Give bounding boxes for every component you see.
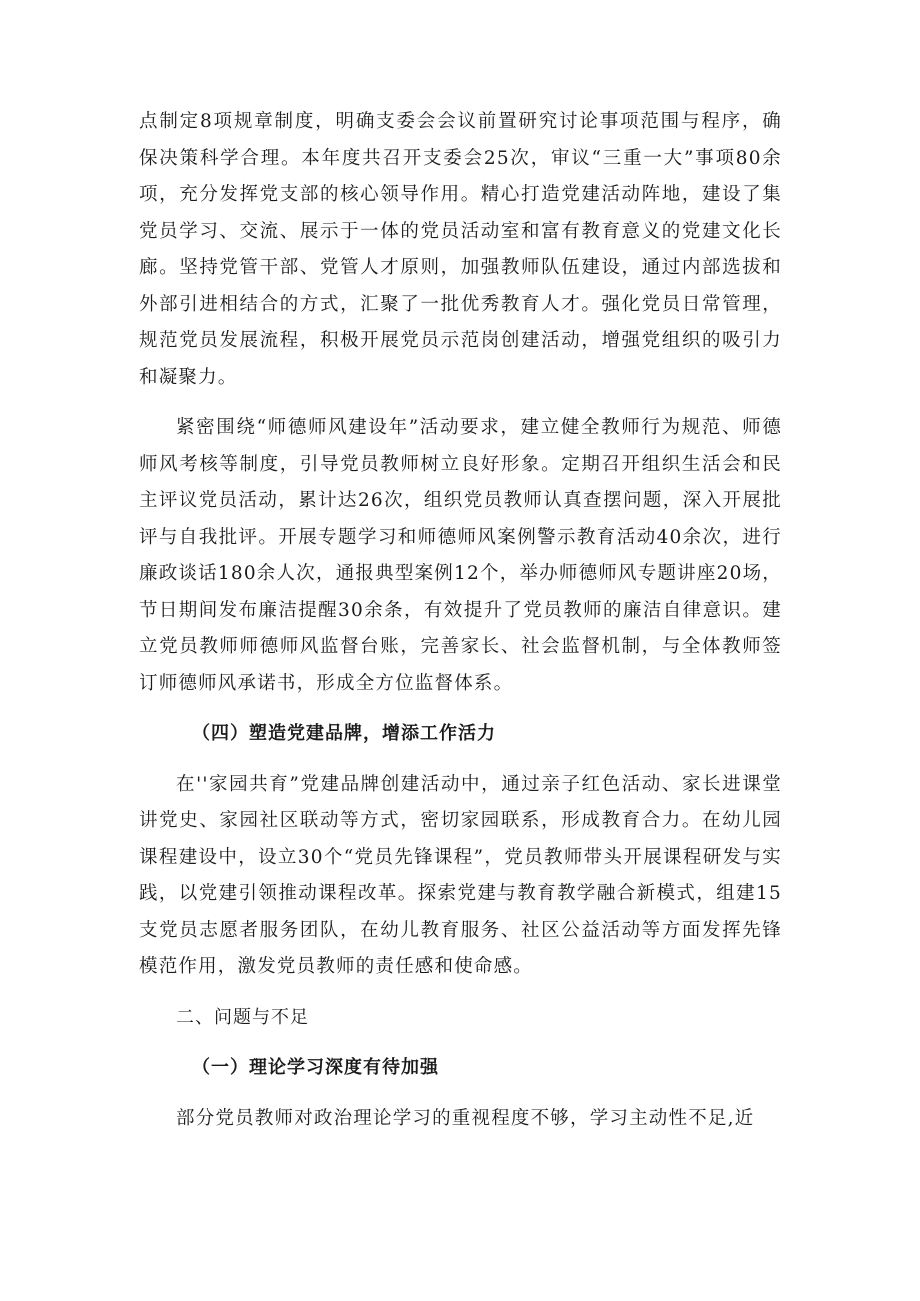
section-heading-problems: 二、问题与不足 — [176, 1006, 309, 1028]
paragraph-theory-study: 部分党员教师对政治理论学习的重视程度不够，学习主动性不足,近 — [176, 1107, 755, 1129]
paragraph-party-system: 点制定8项规章制度，明确支委会会议前置研究讨论事项范围与程序，确保决策科学合理。本年度共召开支委会25次，审议“三重一大”事项80余项，充分发挥党支部的核心领导作用。精心打造党建活动阵地，建设了集党员学习、交流、展示于一体的党员活动室和富有教育意义的党建文化长廊。坚持党管干部、党管人才原则，加强教师队伍建设，通过内部选拔和外部引进相结合的方式，汇聚了一批优秀教育人才。强化党员日常管理，规范党员发展流程，积极开展党员示范岗创建活动，增强党组织的吸引力和凝聚力。 — [139, 111, 782, 388]
subheading-party-brand: （四）塑造党建品牌，增添工作活力 — [192, 723, 496, 744]
document-body — [139, 104, 782, 1137]
subheading-theory-study: （一）理论学习深度有待加强 — [192, 1057, 439, 1078]
paragraph-party-brand: 在''家园共育”党建品牌创建活动中，通过亲子红色活动、家长进课堂讲党史、家园社区联动等方式，密切家园联系，形成教育合力。在幼儿园课程建设中，设立30个“党员先锋课程”，党员教师带头开展课程研发与实践，以党建引领推动课程改革。探索党建与教育教学融合新模式，组建15支党员志愿者服务团队，在幼儿教育服务、社区公益活动等方面发挥先锋模范作用，激发党员教师的责任感和使命感。 — [139, 773, 782, 977]
paragraph-teacher-ethics: 紧密围绕“师德师风建设年”活动要求，建立健全教师行为规范、师德师风考核等制度，引导党员教师树立良好形象。定期召开组织生活会和民主评议党员活动，累计达26次，组织党员教师认真查摆问题，深入开展批评与自我批评。开展专题学习和师德师风案例警示教育活动40余次，进行廉政谈话180余人次，通报典型案例12个，举办师德师风专题讲座20场，节日期间发布廉洁提醒30余条，有效提升了党员教师的廉洁自律意识。建立党员教师师德师风监督台账，完善家长、社会监督机制，与全体教师签订师德师风承诺书，形成全方位监督体系。 — [139, 417, 782, 694]
